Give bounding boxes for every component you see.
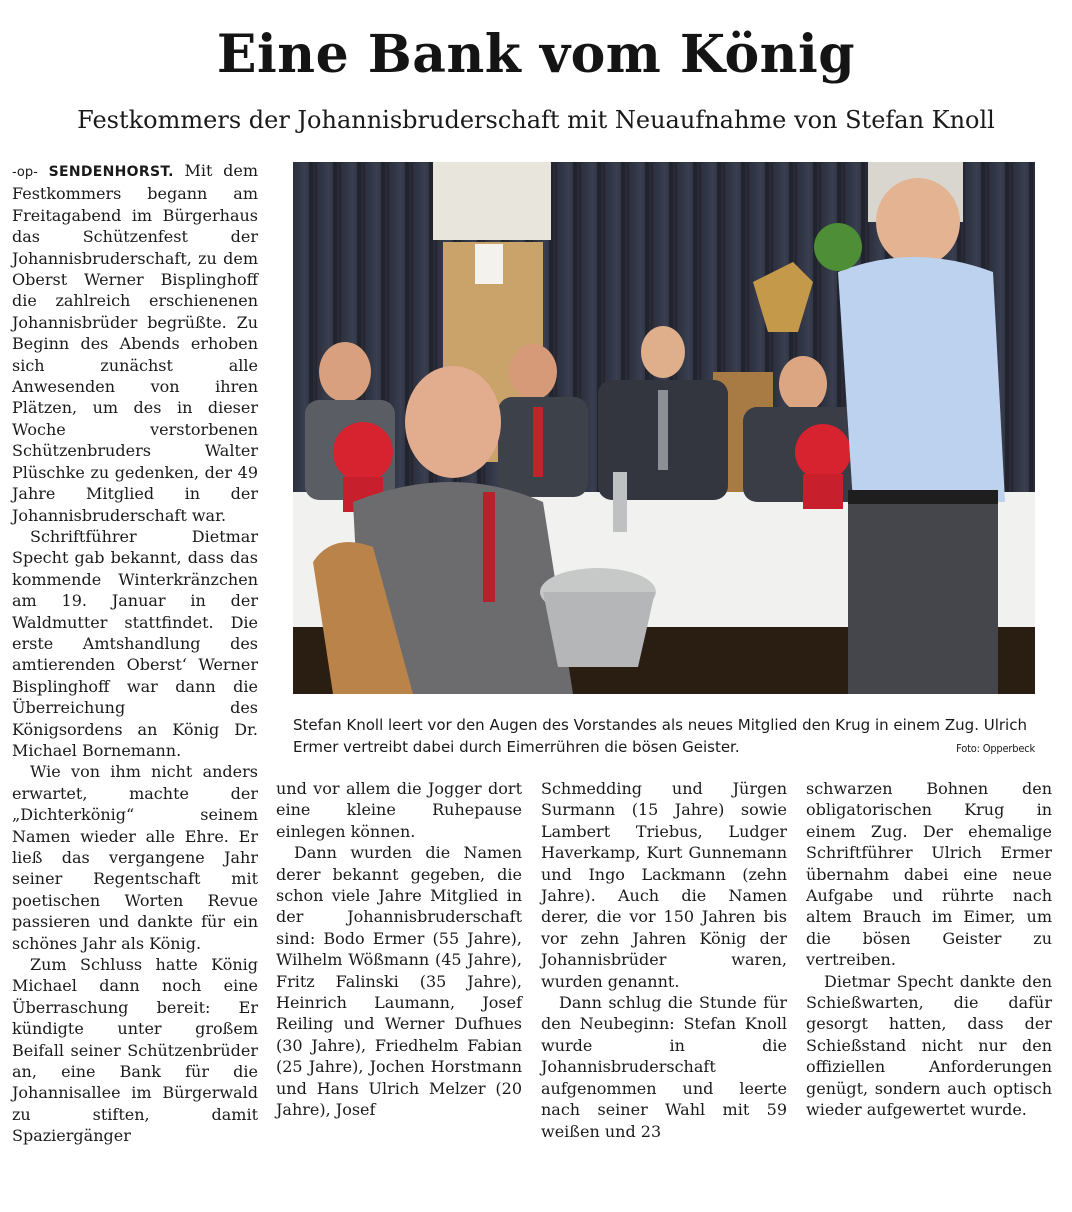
subheadline: Festkommers der Johannisbruderschaft mit Neuaufnahme von Stefan Knoll (77, 106, 995, 134)
photo-caption (293, 714, 1035, 760)
article-column-3 (541, 778, 787, 1142)
article-paragraph: Schriftführer Dietmar Specht gab bekannt, dass das kommende Winterkränzchen am 19. Januar in der Waldmutter stattfindet. Die erste Amtshandlung des amtierenden Oberst‘ Werner Bisplinghoff war dann die Überreichung des Königsordens an König Dr. Michael Bornemann. (12, 526, 258, 760)
paragraph-text: Mit dem Festkommers begann am Freitagabend im Bürgerhaus das Schützenfest der Johannisbruderschaft, zu dem Oberst Werner Bisplinghoff die zahlreich erschienenen Johannisbrüder begrüßte. Zu Beginn des Abends erhoben sich zunächst alle Anwesenden von ihren Plätzen, um des in dieser Woche verstorbenen Schützenbruders Walter Plüschke zu gedenken, der 49 Jahre Mitglied in der Johannisbruderschaft war. (12, 161, 258, 525)
headline: Eine Bank vom König (216, 24, 856, 85)
article-column-4 (806, 778, 1052, 1121)
article-paragraph: und vor allem die Jogger dort eine kleine Ruhepause einlegen können. (276, 779, 522, 841)
article-paragraph: schwarzen Bohnen den obligatorischen Krug in einem Zug. Der ehemalige Schriftführer Ulrich Ermer übernahm dabei eine neue Aufgabe und rührte nach altem Brauch im Eimer, um die bösen Geister zu vertreiben. (806, 779, 1052, 970)
photo-illustration (293, 162, 1035, 694)
article-paragraph: Dietmar Specht dankte den Schießwarten, die dafür gesorgt hatten, dass der Schießstand nicht nur den offiziellen Anforderungen genügt, sondern auch optisch wieder aufgewertet wurde. (806, 971, 1052, 1120)
article-paragraph: Dann schlug die Stunde für den Neubeginn: Stefan Knoll wurde in die Johannisbruderschaft aufgenommen und leerte nach seiner Wahl mit 59 weißen und 23 (541, 993, 787, 1141)
dateline: SENDENHORST. (48, 164, 174, 180)
article-paragraph: Dann wurden die Namen derer bekannt gegeben, die schon viele Jahre Mitglied in der Johannisbruderschaft sind: Bodo Ermer (55 Jahre), Wilhelm Wößmann (45 Jahre), Fritz Falinski (35 Jahre), Heinrich Laumann, Josef Reiling und Werner Dufhues (30 Jahre), Friedhelm Fabian (25 Jahre), Jochen Horstmann und Hans Ulrich Melzer (20 Jahre), Josef (276, 843, 522, 1120)
article-column-1 (12, 160, 258, 1147)
article-paragraph: Zum Schluss hatte König Michael dann noch eine Überraschung bereit: Er kündigte unter großem Beifall seiner Schützenbrüder an, eine Bank für die Johannisallee im Bürgerwald zu stiften, damit Spaziergänger (12, 955, 258, 1146)
article-paragraph: Schmedding und Jürgen Surmann (15 Jahre) sowie Lambert Triebus, Ludger Haverkamp, Kurt Gunnemann und Ingo Lackmann (zehn Jahre). Auch die Namen derer, die vor 150 Jahren bis vor zehn Jahren König der Johannisbrüder waren, wurden genannt. (541, 779, 787, 991)
caption-text: Stefan Knoll leert vor den Augen des Vorstandes als neues Mitglied den Krug in einem Zug. Ulrich Ermer vertreibt dabei durch Eimerrühren die bösen Geister. (293, 716, 1027, 756)
article-paragraph (12, 160, 258, 526)
article-column-2 (276, 778, 522, 1121)
article-paragraph: Wie von ihm nicht anders erwartet, machte der „Dichterkönig“ seinem Namen wieder alle Ehre. Er ließ das vergangene Jahr seiner Regentschaft mit poetischen Worten Revue passieren und dankte für ein schönes Jahr als König. (12, 762, 258, 953)
author-tag: -op- (12, 165, 38, 180)
article-photo (293, 162, 1035, 694)
photo-credit: Foto: Opperbeck (956, 742, 1035, 755)
